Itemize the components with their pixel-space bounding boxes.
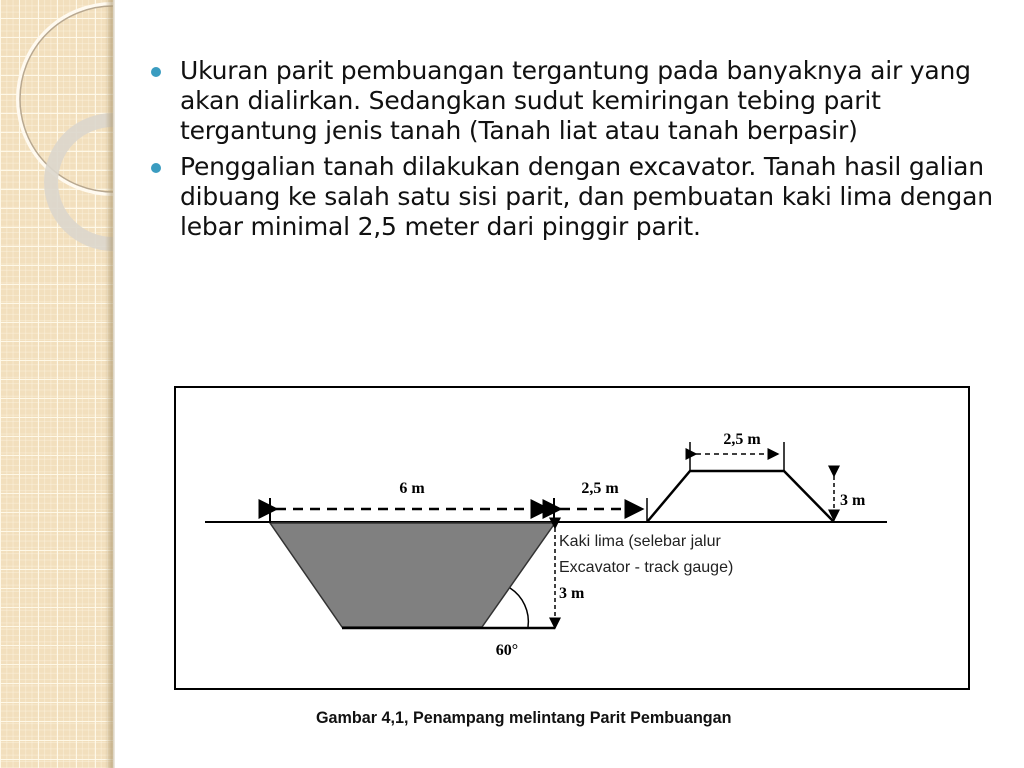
bullet-list [150,56,1010,242]
note-line-1: Kaki lima (selebar jalur [559,533,721,550]
spoil-mound-shape [647,471,834,522]
mound-top-width-label: 2,5 m [723,431,761,448]
bullet-text: Ukuran parit pembuangan tergantung pada banyaknya air yang akan dialirkan. Sedangkan sudut kemiringan tebing parit tergantung jenis tanah (Tanah liat atau tanah berpasir) [180,56,971,145]
trench-diagram [176,388,972,692]
bullet-item [150,56,1010,146]
trench-shape [270,523,555,627]
trench-cross-section-figure [174,386,970,690]
decorative-rings-icon [0,0,115,768]
angle-arc [510,588,528,627]
gap-width-label: 2,5 m [581,480,619,497]
bullet-item [150,152,1010,242]
angle-label: 60° [495,642,519,659]
slide-content [150,56,1010,248]
bullet-dot-icon [151,67,161,77]
bullet-text: Penggalian tanah dilakukan dengan excavator. Tanah hasil galian dibuang ke salah satu sisi parit, dan pembuatan kaki lima dengan lebar minimal 2,5 meter dari pinggir parit. [180,152,993,241]
trench-width-label: 6 m [399,480,425,497]
note-line-2: Excavator - track gauge) [559,559,734,576]
trench-depth-label: 3 m [559,585,585,602]
sidebar-shadow [105,0,115,768]
bullet-dot-icon [151,163,161,173]
figure-caption: Gambar 4,1, Penampang melintang Parit Pembuangan [316,708,732,727]
decorative-sidebar [0,0,113,768]
mound-height-label: 3 m [840,492,866,509]
